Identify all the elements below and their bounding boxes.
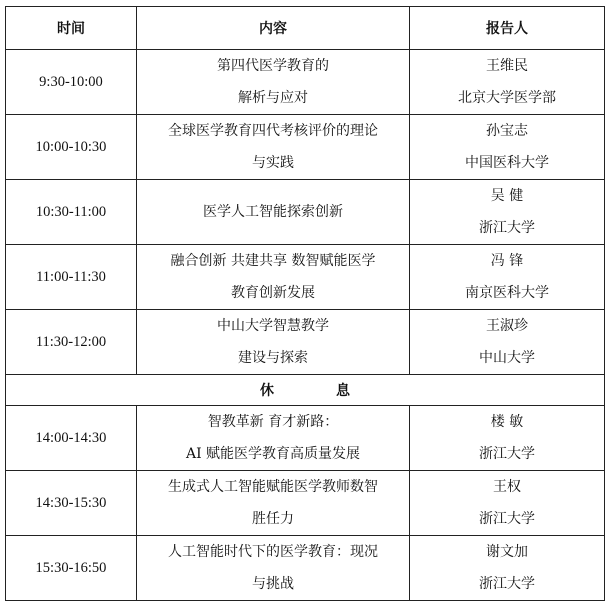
session-time: 11:30-12:00 [6,310,137,375]
break-row [6,375,605,406]
session-time: 10:30-11:00 [6,180,137,245]
topic-line: 胜任力 [252,511,294,527]
table-row [6,180,605,245]
speaker-name: 孙宝志 [486,123,528,139]
table-row [6,310,605,375]
speaker-name: 王权 [493,479,521,495]
topic-line: 建设与探索 [238,350,308,366]
speaker-org: 浙江大学 [479,576,535,592]
header-content: 内容 [137,7,410,50]
session-time: 10:00-10:30 [6,115,137,180]
session-time: 11:00-11:30 [6,245,137,310]
session-speaker [410,406,605,471]
speaker-name: 王维民 [486,58,528,74]
session-topic [137,406,410,471]
topic-line: 第四代医学教育的 [217,58,329,74]
speaker-name: 冯 锋 [490,253,524,269]
topic-line: 中山大学智慧教学 [217,318,329,334]
speaker-org: 中国医科大学 [465,155,549,171]
session-speaker [410,471,605,536]
session-topic [137,471,410,536]
speaker-org: 中山大学 [479,350,535,366]
session-topic [137,180,410,245]
session-time: 15:30-16:50 [6,536,137,601]
session-speaker [410,245,605,310]
session-speaker [410,50,605,115]
topic-line: 智教革新 育才新路： [207,414,339,430]
speaker-name: 楼 敏 [490,414,524,430]
table-row [6,115,605,180]
session-topic [137,115,410,180]
session-topic [137,310,410,375]
session-time: 9:30-10:00 [6,50,137,115]
session-speaker [410,536,605,601]
table-row [6,406,605,471]
speaker-org: 浙江大学 [479,511,535,527]
session-speaker [410,115,605,180]
header-speaker: 报告人 [410,7,605,50]
speaker-name: 吴 健 [490,188,524,204]
speaker-org: 浙江大学 [479,446,535,462]
topic-line: 解析与应对 [238,90,308,106]
topic-line: 医学人工智能探索创新 [203,204,343,220]
topic-line: 人工智能时代下的医学教育：现况 [168,544,378,560]
session-topic [137,50,410,115]
break-char: 休 [260,383,274,399]
header-time: 时间 [6,7,137,50]
speaker-org: 南京医科大学 [465,285,549,301]
topic-line: 生成式人工智能赋能医学教师数智 [168,479,378,495]
topic-line: 融合创新 共建共享 数智赋能医学 [170,253,376,269]
table-row [6,536,605,601]
table-row [6,50,605,115]
topic-line: 全球医学教育四代考核评价的理论 [168,123,378,139]
session-topic [137,245,410,310]
topic-line: 与挑战 [252,576,294,592]
table-row [6,245,605,310]
session-time: 14:30-15:30 [6,471,137,536]
session-time: 14:00-14:30 [6,406,137,471]
break-label [6,375,605,406]
topic-line: 教育创新发展 [231,285,315,301]
speaker-org: 北京大学医学部 [458,90,556,106]
speaker-org: 浙江大学 [479,220,535,236]
break-char: 息 [336,383,350,399]
session-speaker [410,180,605,245]
topic-line: AI 赋能医学教育高质量发展 [185,446,361,462]
session-speaker [410,310,605,375]
header-row [6,7,605,50]
speaker-name: 王淑珍 [486,318,528,334]
topic-line: 与实践 [252,155,294,171]
table-row [6,471,605,536]
session-topic [137,536,410,601]
schedule-table [5,6,605,601]
speaker-name: 谢文加 [486,544,528,560]
